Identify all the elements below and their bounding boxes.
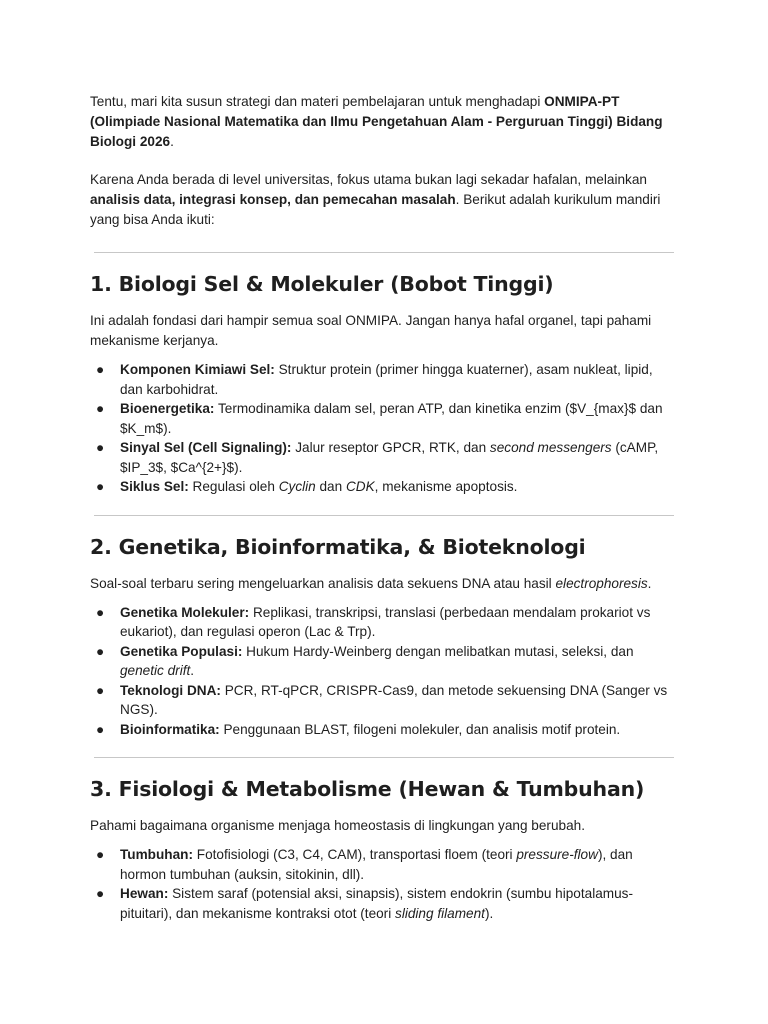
list-item [90,884,674,923]
item-text: Termodinamika dalam sel, peran ATP, dan kinetika enzim ($V_{max}$ dan $K_m$). [120,401,663,436]
desc-italic: electrophoresis [555,575,648,591]
item-text: Penggunaan BLAST, filogeni molekuler, dan analisis motif protein. [219,721,621,737]
bullet-icon: ● [96,440,105,455]
item-italic: sliding filament [395,905,485,921]
bullet-icon: ● [96,401,105,416]
item-label: Sinyal Sel (Cell Signaling): [120,440,292,455]
item-text: ), dan hormon tumbuhan (auksin, sitokinin, dll). [120,847,633,882]
item-text: Struktur protein (primer hingga kuaterner), asam nukleat, lipid, dan karbohidrat. [120,362,653,397]
item-label: Siklus Sel: [120,479,189,494]
divider [94,515,674,516]
bullet-icon: ● [96,479,105,494]
section-description: Ini adalah fondasi dari hampir semua soal ONMIPA. Jangan hanya hafal organel, tapi pahami mekanisme kerjanya. [90,313,652,348]
item-text: (cAMP, $IP_3$, $Ca^{2+}$). [120,440,659,475]
list-item [90,642,674,681]
list-item [90,438,674,477]
item-label: Genetika Molekuler: [120,604,250,620]
list-item [90,720,674,740]
item-text: ). [484,905,494,921]
section-heading: 3. Fisiologi & Metabolisme (Hewan & Tumbuhan) [90,777,645,801]
item-label: Komponen Kimiawi Sel: [120,362,275,377]
section-description: Pahami bagaimana organisme menjaga homeostasis di lingkungan yang berubah. [90,818,585,833]
bullet-icon: ● [96,604,105,620]
intro1-text: Tentu, mari kita susun strategi dan materi pembelajaran untuk menghadapi [90,94,545,109]
section-description [90,574,674,594]
bullet-icon: ● [96,721,105,737]
bullet-icon: ● [96,362,105,377]
list-item [90,399,674,438]
item-text: PCR, RT-qPCR, CRISPR-Cas9, dan metode sekuensing DNA (Sanger vs NGS). [120,682,668,717]
bullet-list [90,360,674,497]
divider [94,252,674,253]
item-text: . [190,663,195,678]
section-heading: 1. Biologi Sel & Molekuler (Bobot Tinggi) [90,272,554,296]
bullet-list [90,603,674,740]
item-text: Replikasi, transkripsi, translasi (perbedaan mendalam prokariot vs eukariot), dan regulasi operon (Lac & Trp). [120,604,651,639]
item-label: Hewan: [120,886,169,901]
bullet-list [90,845,674,923]
desc-text: . [647,575,652,591]
item-label: Bioenergetika: [120,401,215,416]
intro1-bold: ONMIPA-PT (Olimpiade Nasional Matematika dan Ilmu Pengetahuan Alam - Perguruan Tinggi) Bidang Biologi 2026 [90,94,663,149]
item-text: Hukum Hardy-Weinberg dengan melibatkan mutasi, seleksi, dan [242,643,634,659]
list-item [90,681,674,720]
intro2-end: . Berikut adalah kurikulum mandiri yang bisa Anda ikuti: [90,192,661,227]
item-text: Regulasi oleh [188,479,279,494]
desc-text: Soal-soal terbaru sering mengeluarkan analisis data sekuens DNA atau hasil [90,575,556,591]
item-text: Jalur reseptor GPCR, RTK, dan [291,440,490,455]
item-italic: CDK [345,479,375,494]
section-heading: 2. Genetika, Bioinformatika, & Bioteknologi [90,534,586,559]
item-text: Sistem saraf (potensial aksi, sinapsis), sistem endokrin (sumbu hipotalamus-pituitari), dan mekanisme kontraksi otot (teori [120,886,633,921]
bullet-icon: ● [96,847,105,862]
bullet-icon: ● [96,886,105,901]
list-item [90,360,674,399]
bullet-icon: ● [96,682,105,698]
item-text: dan [315,479,346,494]
intro-paragraph-2 [90,170,674,230]
item-italic: second messengers [489,440,612,455]
item-italic: pressure-flow [516,847,598,862]
intro1-end: . [170,134,174,149]
item-text: Fotofisiologi (C3, C4, CAM), transportasi floem (teori [193,847,517,862]
item-italic: Cyclin [278,479,316,494]
item-label: Tumbuhan: [120,847,193,862]
item-label: Bioinformatika: [120,721,220,737]
list-item [90,477,674,497]
intro-paragraph-1 [90,92,674,152]
item-italic: genetic drift [120,663,191,678]
item-text: , mekanisme apoptosis. [374,479,518,494]
list-item [90,603,674,642]
item-label: Teknologi DNA: [120,682,221,698]
divider [94,757,674,758]
intro2-text: Karena Anda berada di level universitas, fokus utama bukan lagi sekadar hafalan, melainkan [90,172,647,187]
intro2-bold: analisis data, integrasi konsep, dan pemecahan masalah [90,192,456,207]
bullet-icon: ● [96,643,105,659]
list-item [90,845,674,884]
item-label: Genetika Populasi: [120,643,243,659]
